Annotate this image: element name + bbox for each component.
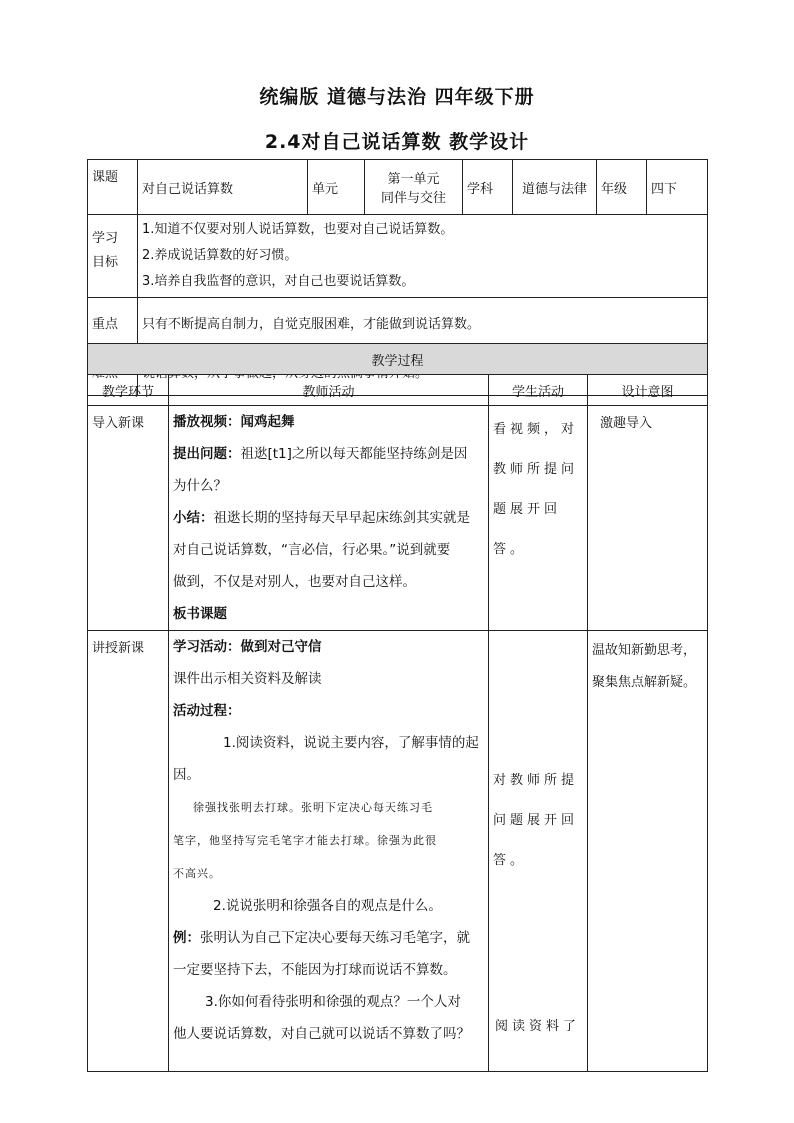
key-value: 只有不断提高自制力，自觉克服困难，才能做到说话算数。: [138, 298, 708, 347]
grade-label: 年级: [597, 160, 647, 215]
reading-material-line: 笔字，他坚持写完毛笔字才能去打球。徐强为此很: [173, 834, 437, 847]
teacher-line: 做到，不仅是对别人，也要对自己这样。: [173, 574, 416, 590]
teacher-line: [173, 502, 484, 534]
student-line: 教师所提问: [493, 462, 579, 477]
teacher-line-text: 张明认为自己下定决心要每天练习毛笔字，就: [200, 930, 470, 946]
goals-content: [138, 215, 708, 298]
teacher-activity-cell: [169, 406, 489, 631]
teacher-line: 板书课题: [173, 606, 227, 622]
teacher-activity-cell: [169, 631, 489, 1072]
student-line: 问题展开回: [493, 813, 579, 828]
process-section-title: 教学过程: [88, 344, 708, 375]
student-line: 题展开回答。: [493, 502, 562, 557]
stage-cell: 导入新课: [88, 406, 169, 631]
teacher-line: 课件出示相关资料及解读: [173, 671, 322, 687]
teacher-line: 一定要坚持下去，不能因为打球而说话不算数。: [173, 962, 457, 978]
subject-value: 道德与法律: [513, 160, 597, 215]
student-line: 答。: [493, 853, 528, 868]
teacher-line: 活动过程：: [173, 703, 241, 719]
key-label: 重点: [88, 298, 138, 347]
intent-cell: 激趣导入: [588, 406, 708, 631]
teacher-line: [173, 922, 484, 954]
teacher-line: 他人要说话算数，对自己就可以说话不算数了吗？: [173, 1026, 470, 1042]
table-row: [88, 406, 708, 631]
goal-item: 2.养成说话算数的好习惯。: [142, 248, 298, 263]
goal-item: 3.培养自我监督的意识，对自己也要说话算数。: [142, 274, 415, 289]
student-line: 看视频，对: [493, 422, 579, 437]
teacher-line: 对自己说话算数，“言必信，行必果。”说到就要: [173, 542, 451, 558]
reading-material-line: 不高兴。: [173, 867, 221, 880]
teacher-line: [173, 438, 484, 470]
column-header: 教师活动: [169, 375, 489, 406]
unit-value-line1: 第一单元: [387, 172, 440, 187]
teacher-line: 1.阅读资料，说说主要内容，了解事情的起: [223, 735, 479, 751]
goals-label-line1: 学习: [92, 231, 119, 246]
document-title: 统编版 道德与法治 四年级下册: [259, 86, 535, 108]
grade-value: 四下: [647, 160, 708, 215]
teacher-line: 因。: [173, 767, 200, 783]
stage-cell: 讲授新课: [88, 631, 169, 1072]
table-row: [88, 631, 708, 1072]
column-header: 学生活动: [489, 375, 588, 406]
student-line: 阅读资料了: [495, 1019, 581, 1034]
teacher-line: 学习活动：做到对己守信: [173, 639, 322, 655]
student-activity-cell: [489, 631, 588, 1072]
goals-label: [88, 215, 138, 298]
unit-label: 单元: [308, 160, 365, 215]
teacher-line-text: 祖逖[t1]之所以每天都能坚持练剑是因: [240, 446, 468, 462]
unit-value-line2: 同伴与交往: [380, 191, 446, 206]
process-table: [87, 343, 708, 1072]
goals-label-line2: 目标: [92, 255, 119, 270]
unit-value: [365, 160, 463, 215]
teacher-line-lead: 小结：: [173, 510, 214, 526]
document-subtitle: 2.4对自己说话算数 教学设计: [264, 131, 530, 153]
teacher-line-lead: 提出问题：: [173, 446, 241, 462]
student-line: 对教师所提: [493, 773, 579, 788]
topic-label: 课题: [88, 160, 138, 215]
student-activity-cell: [489, 406, 588, 631]
goal-item: 1.知道不仅要对别人说话算数，也要对自己说话算数。: [142, 222, 454, 237]
teacher-line: 为什么？: [173, 478, 227, 494]
teacher-line: 2.说说张明和徐强各自的观点是什么。: [213, 898, 442, 914]
column-header: 设计意图: [588, 375, 708, 406]
topic-value: 对自己说话算数: [138, 160, 308, 215]
teacher-line: 播放视频：闻鸡起舞: [173, 414, 295, 430]
reading-material-line: 徐强找张明去打球。张明下定决心每天练习毛: [193, 801, 433, 814]
teacher-line: 3.你如何看待张明和徐强的观点？一个人对: [205, 994, 461, 1010]
intent-line: 聚集焦点解新疑。: [592, 675, 697, 690]
teacher-line-lead: 例：: [173, 930, 200, 946]
teacher-line-text: 祖逖长期的坚持每天早早起床练剑其实就是: [213, 510, 470, 526]
subject-label: 学科: [463, 160, 513, 215]
intent-line: 温故知新勤思考，: [592, 643, 697, 658]
intent-cell: [588, 631, 708, 1072]
column-header: 教学环节: [88, 375, 169, 406]
